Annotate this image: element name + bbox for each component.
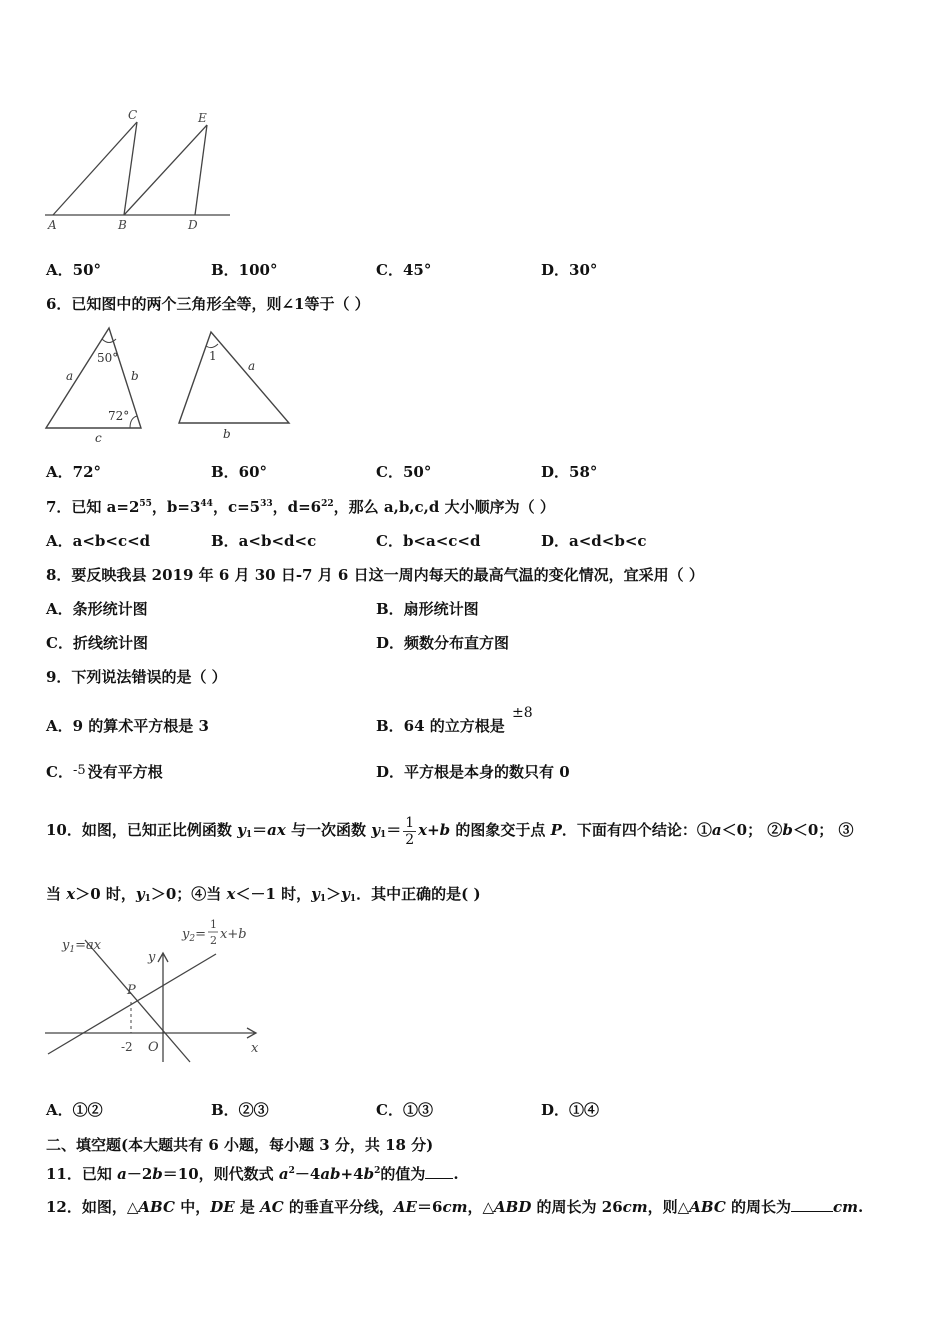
q8-option-a[interactable]: A．条形统计图 [46,600,148,618]
angle-72: 72° [108,409,130,423]
q7-stem: 7．已知 $a=2^{55}$，$b=3^{44}$，$c=5^{33}$，$d=6^{22}$，那么 a,b,c,d 大小顺序为（ ） [46,498,555,516]
q9-option-b[interactable]: B．64 的立方根是 ±8 [376,705,533,735]
side-b: b [131,369,139,383]
q10-option-c[interactable]: C．①③ [376,1101,433,1119]
figure-q6-triangles [40,322,300,447]
graph-y2-frac-num: 1 [210,918,217,931]
q10-option-d[interactable]: D．①④ [541,1101,600,1119]
q5-option-d[interactable]: D．30° [541,261,598,279]
angle-1: 1 [209,349,217,363]
label-D: D [188,218,198,232]
side-c: c [95,431,102,445]
q6-stem: 6．已知图中的两个三角形全等，则∠1等于（ ） [46,295,370,313]
q7-option-c[interactable]: C．b<a<c<d [376,532,481,550]
q11-stem: 11．已知 a－2b＝10，则代数式 $a^2-4ab+4b^2$的值为 . [46,1162,459,1184]
q7-option-a[interactable]: A．a<b<c<d [46,532,151,550]
q9-stem: 9．下列说法错误的是（ ） [46,668,227,686]
q7-option-d[interactable]: D．a<d<b<c [541,532,647,550]
q5-option-c[interactable]: C．45° [376,261,432,279]
graph-point-P: P [127,983,136,998]
side-a: a [66,369,74,383]
label-B: B [118,218,127,232]
figure-q5-parallel-lines [40,105,240,240]
graph-y1-label: $y_1=ax$ [62,938,102,955]
graph-y2-label: $y_2=$ [182,927,206,944]
q6-option-c[interactable]: C．50° [376,463,432,481]
q5-option-b[interactable]: B．100° [211,261,278,279]
side2-b: b [223,427,231,441]
q9-option-d[interactable]: D．平方根是本身的数只有 0 [376,763,570,781]
fraction-half: $\frac{1}{2}$ [405,814,415,848]
graph-axis-x: x [251,1041,259,1056]
label-A: A [48,218,57,232]
q6-option-d[interactable]: D．58° [541,463,598,481]
q10-stem-line1: 10．如图，已知正比例函数 $y_1=ax$ 与一次函数 $y_1=$ $\frac{1}{2}$ x+b 的图象交于点 P．下面有四个结论：①a＜0； ②b＜0； ③ [46,814,854,848]
q9-option-a[interactable]: A．9 的算术平方根是 3 [46,717,209,735]
graph-y2-frac-den: 2 [210,934,217,947]
q9-option-c[interactable]: C．-5 没有平方根 [46,763,163,781]
q9-option-c-value: -5 [72,763,86,778]
q8-option-d[interactable]: D．频数分布直方图 [376,634,510,652]
q9-option-b-value: ±8 [512,705,533,721]
q8-option-b[interactable]: B．扇形统计图 [376,600,479,618]
q8-stem: 8．要反映我县 2019 年 6 月 30 日-7 月 6 日这一周内每天的最高气温的变化情况，宜采用（ ） [46,566,704,584]
q10-stem-line2: 当 x＞0 时，$y_1>0$；④当 x＜－1 时，$y_1>y_1$．其中正确的是( ) [46,885,481,904]
q6-option-b[interactable]: B．60° [211,463,268,481]
q10-option-b[interactable]: B．②③ [211,1101,269,1119]
graph-tick-neg2: -2 [121,1040,133,1054]
q10-option-a[interactable]: A．①② [46,1101,103,1119]
graph-origin: O [148,1040,159,1055]
q5-option-a[interactable]: A．50° [46,261,102,279]
figure-q10-graph [40,912,275,1067]
q11-answer-blank[interactable] [425,1162,453,1179]
label-E: E [198,111,207,125]
graph-axis-y: y [148,950,156,965]
q12-answer-blank[interactable] [791,1195,833,1212]
q8-option-c[interactable]: C．折线统计图 [46,634,148,652]
graph-y2-rest: x+b [220,927,247,942]
q6-option-a[interactable]: A．72° [46,463,102,481]
label-C: C [128,108,138,122]
side2-a: a [248,359,256,373]
q12-stem: 12．如图，△ABC 中，DE 是 AC 的垂直平分线，AE＝6cm，△ABD 的周长为 26cm，则△ABC 的周长为 cm. [46,1195,863,1217]
q7-option-b[interactable]: B．a<b<d<c [211,532,317,550]
angle-50: 50° [97,351,119,365]
section-heading-fill-in: 二、填空题(本大题共有 6 小题，每小题 3 分，共 18 分) [46,1136,434,1154]
